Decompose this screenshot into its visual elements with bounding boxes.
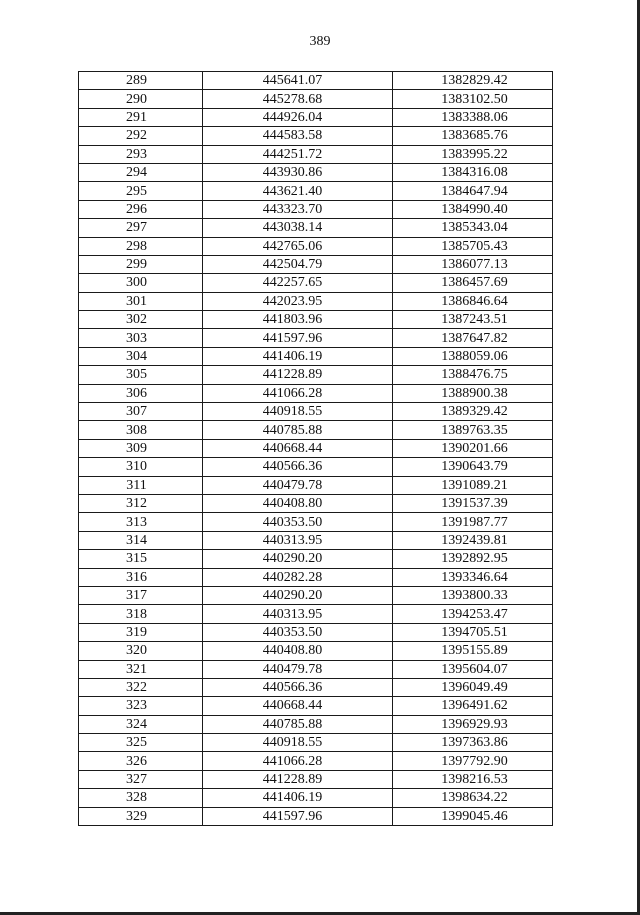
table-row [79, 439, 553, 457]
y-coordinate-cell: 1393800.33 [393, 586, 553, 604]
x-coordinate-cell: 440918.55 [203, 734, 393, 752]
y-coordinate-cell: 1388059.06 [393, 347, 553, 365]
y-coordinate-cell: 1383995.22 [393, 145, 553, 163]
x-coordinate-cell: 440566.36 [203, 458, 393, 476]
x-coordinate-cell: 440290.20 [203, 586, 393, 604]
table-row [79, 292, 553, 310]
x-coordinate-cell: 441803.96 [203, 311, 393, 329]
coordinate-table-body [79, 72, 553, 826]
table-row [79, 329, 553, 347]
point-number-cell: 328 [79, 789, 203, 807]
point-number-cell: 292 [79, 127, 203, 145]
point-number-cell: 308 [79, 421, 203, 439]
x-coordinate-cell: 440282.28 [203, 568, 393, 586]
x-coordinate-cell: 445278.68 [203, 90, 393, 108]
table-row [79, 274, 553, 292]
table-row [79, 494, 553, 512]
x-coordinate-cell: 441406.19 [203, 347, 393, 365]
y-coordinate-cell: 1394253.47 [393, 605, 553, 623]
point-number-cell: 297 [79, 219, 203, 237]
point-number-cell: 312 [79, 494, 203, 512]
table-row [79, 311, 553, 329]
table-row [79, 476, 553, 494]
table-row [79, 586, 553, 604]
x-coordinate-cell: 440668.44 [203, 439, 393, 457]
y-coordinate-cell: 1391537.39 [393, 494, 553, 512]
point-number-cell: 310 [79, 458, 203, 476]
table-row [79, 163, 553, 181]
y-coordinate-cell: 1396929.93 [393, 715, 553, 733]
x-coordinate-cell: 444583.58 [203, 127, 393, 145]
point-number-cell: 322 [79, 678, 203, 696]
x-coordinate-cell: 440566.36 [203, 678, 393, 696]
table-row [79, 550, 553, 568]
table-row [79, 237, 553, 255]
point-number-cell: 298 [79, 237, 203, 255]
y-coordinate-cell: 1386457.69 [393, 274, 553, 292]
table-row [79, 127, 553, 145]
point-number-cell: 305 [79, 366, 203, 384]
y-coordinate-cell: 1384990.40 [393, 200, 553, 218]
page-number: 389 [309, 34, 331, 49]
x-coordinate-cell: 445641.07 [203, 72, 393, 90]
table-row [79, 72, 553, 90]
point-number-cell: 291 [79, 108, 203, 126]
point-number-cell: 306 [79, 384, 203, 402]
y-coordinate-cell: 1393346.64 [393, 568, 553, 586]
x-coordinate-cell: 440290.20 [203, 550, 393, 568]
table-row [79, 605, 553, 623]
y-coordinate-cell: 1394705.51 [393, 623, 553, 641]
y-coordinate-cell: 1383102.50 [393, 90, 553, 108]
y-coordinate-cell: 1391089.21 [393, 476, 553, 494]
point-number-cell: 314 [79, 531, 203, 549]
x-coordinate-cell: 441228.89 [203, 770, 393, 788]
point-number-cell: 302 [79, 311, 203, 329]
table-row [79, 90, 553, 108]
point-number-cell: 323 [79, 697, 203, 715]
table-row [79, 513, 553, 531]
point-number-cell: 304 [79, 347, 203, 365]
x-coordinate-cell: 440479.78 [203, 476, 393, 494]
point-number-cell: 299 [79, 255, 203, 273]
x-coordinate-cell: 440785.88 [203, 421, 393, 439]
point-number-cell: 293 [79, 145, 203, 163]
table-row [79, 255, 553, 273]
point-number-cell: 327 [79, 770, 203, 788]
y-coordinate-cell: 1399045.46 [393, 807, 553, 825]
point-number-cell: 300 [79, 274, 203, 292]
point-number-cell: 290 [79, 90, 203, 108]
y-coordinate-cell: 1387647.82 [393, 329, 553, 347]
point-number-cell: 329 [79, 807, 203, 825]
y-coordinate-cell: 1391987.77 [393, 513, 553, 531]
table-row [79, 715, 553, 733]
y-coordinate-cell: 1388476.75 [393, 366, 553, 384]
x-coordinate-cell: 442765.06 [203, 237, 393, 255]
x-coordinate-cell: 440918.55 [203, 403, 393, 421]
coordinate-table-container [78, 71, 552, 826]
y-coordinate-cell: 1395604.07 [393, 660, 553, 678]
x-coordinate-cell: 443621.40 [203, 182, 393, 200]
point-number-cell: 301 [79, 292, 203, 310]
point-number-cell: 313 [79, 513, 203, 531]
y-coordinate-cell: 1390643.79 [393, 458, 553, 476]
y-coordinate-cell: 1398216.53 [393, 770, 553, 788]
y-coordinate-cell: 1396491.62 [393, 697, 553, 715]
y-coordinate-cell: 1386846.64 [393, 292, 553, 310]
x-coordinate-cell: 440668.44 [203, 697, 393, 715]
point-number-cell: 295 [79, 182, 203, 200]
point-number-cell: 320 [79, 642, 203, 660]
x-coordinate-cell: 441597.96 [203, 807, 393, 825]
point-number-cell: 325 [79, 734, 203, 752]
y-coordinate-cell: 1382829.42 [393, 72, 553, 90]
point-number-cell: 318 [79, 605, 203, 623]
table-row [79, 145, 553, 163]
y-coordinate-cell: 1395155.89 [393, 642, 553, 660]
x-coordinate-cell: 440313.95 [203, 531, 393, 549]
x-coordinate-cell: 440353.50 [203, 623, 393, 641]
point-number-cell: 309 [79, 439, 203, 457]
table-row [79, 108, 553, 126]
y-coordinate-cell: 1384647.94 [393, 182, 553, 200]
y-coordinate-cell: 1385705.43 [393, 237, 553, 255]
x-coordinate-cell: 440479.78 [203, 660, 393, 678]
y-coordinate-cell: 1390201.66 [393, 439, 553, 457]
table-row [79, 697, 553, 715]
y-coordinate-cell: 1397792.90 [393, 752, 553, 770]
x-coordinate-cell: 442023.95 [203, 292, 393, 310]
y-coordinate-cell: 1392439.81 [393, 531, 553, 549]
y-coordinate-cell: 1387243.51 [393, 311, 553, 329]
table-row [79, 623, 553, 641]
table-row [79, 219, 553, 237]
y-coordinate-cell: 1385343.04 [393, 219, 553, 237]
point-number-cell: 319 [79, 623, 203, 641]
x-coordinate-cell: 443930.86 [203, 163, 393, 181]
table-row [79, 642, 553, 660]
point-number-cell: 317 [79, 586, 203, 604]
x-coordinate-cell: 443323.70 [203, 200, 393, 218]
point-number-cell: 296 [79, 200, 203, 218]
y-coordinate-cell: 1392892.95 [393, 550, 553, 568]
x-coordinate-cell: 443038.14 [203, 219, 393, 237]
table-row [79, 347, 553, 365]
coordinate-table [78, 71, 553, 826]
y-coordinate-cell: 1386077.13 [393, 255, 553, 273]
point-number-cell: 303 [79, 329, 203, 347]
point-number-cell: 321 [79, 660, 203, 678]
point-number-cell: 326 [79, 752, 203, 770]
y-coordinate-cell: 1384316.08 [393, 163, 553, 181]
table-row [79, 789, 553, 807]
y-coordinate-cell: 1383388.06 [393, 108, 553, 126]
table-row [79, 568, 553, 586]
y-coordinate-cell: 1398634.22 [393, 789, 553, 807]
x-coordinate-cell: 440408.80 [203, 642, 393, 660]
point-number-cell: 307 [79, 403, 203, 421]
point-number-cell: 315 [79, 550, 203, 568]
y-coordinate-cell: 1389329.42 [393, 403, 553, 421]
table-row [79, 752, 553, 770]
table-row [79, 182, 553, 200]
x-coordinate-cell: 444251.72 [203, 145, 393, 163]
y-coordinate-cell: 1388900.38 [393, 384, 553, 402]
x-coordinate-cell: 441406.19 [203, 789, 393, 807]
table-row [79, 366, 553, 384]
point-number-cell: 311 [79, 476, 203, 494]
table-row [79, 531, 553, 549]
table-row [79, 421, 553, 439]
x-coordinate-cell: 441597.96 [203, 329, 393, 347]
y-coordinate-cell: 1396049.49 [393, 678, 553, 696]
table-row [79, 403, 553, 421]
table-row [79, 458, 553, 476]
table-row [79, 678, 553, 696]
x-coordinate-cell: 441066.28 [203, 752, 393, 770]
point-number-cell: 316 [79, 568, 203, 586]
table-row [79, 200, 553, 218]
x-coordinate-cell: 442257.65 [203, 274, 393, 292]
table-row [79, 770, 553, 788]
x-coordinate-cell: 440313.95 [203, 605, 393, 623]
table-row [79, 734, 553, 752]
y-coordinate-cell: 1397363.86 [393, 734, 553, 752]
y-coordinate-cell: 1383685.76 [393, 127, 553, 145]
x-coordinate-cell: 440785.88 [203, 715, 393, 733]
x-coordinate-cell: 440353.50 [203, 513, 393, 531]
x-coordinate-cell: 444926.04 [203, 108, 393, 126]
point-number-cell: 289 [79, 72, 203, 90]
x-coordinate-cell: 441066.28 [203, 384, 393, 402]
point-number-cell: 324 [79, 715, 203, 733]
table-row [79, 384, 553, 402]
point-number-cell: 294 [79, 163, 203, 181]
table-row [79, 807, 553, 825]
x-coordinate-cell: 441228.89 [203, 366, 393, 384]
y-coordinate-cell: 1389763.35 [393, 421, 553, 439]
x-coordinate-cell: 442504.79 [203, 255, 393, 273]
table-row [79, 660, 553, 678]
x-coordinate-cell: 440408.80 [203, 494, 393, 512]
